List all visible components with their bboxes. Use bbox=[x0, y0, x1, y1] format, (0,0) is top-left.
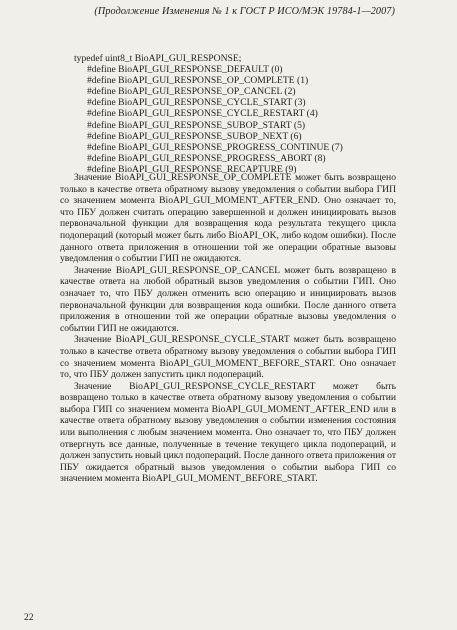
code-listing bbox=[74, 53, 343, 175]
paragraph-op-complete: Значение BioAPI_GUI_RESPONSE_OP_COMPLETE может быть возвращено только в качестве ответа обратному вызову уведомления о событии выбора ГИП со значением момента BioAPI_GUI_MOMENT_AFTER_END. Оно означает то, что ПБУ должен считать операцию завершенной и должен инициировать вызов первоначальной функции для возвращения кода результата текущего цикла подопераций (который может быть либо BioAPI_OK, либо кодом ошибки). После данного ответа приложения в отношении той же операции обратные вызовы уведомления о событии ГИП не ожидаются. bbox=[60, 172, 396, 265]
define-line: #define BioAPI_GUI_RESPONSE_PROGRESS_ABORT (8) bbox=[87, 152, 326, 164]
paragraph-cycle-start: Значение BioAPI_GUI_RESPONSE_CYCLE_START может быть возвращено только в качестве ответа обратному вызову уведомления о событии выбора ГИП со значением момента BioAPI_GUI_MOMENT_BEFORE_START. Оно означает то, что ПБУ должен запустить цикл подопераций. bbox=[60, 334, 396, 381]
define-line: #define BioAPI_GUI_RESPONSE_SUBOP_START (5) bbox=[87, 119, 306, 131]
page-number: 22 bbox=[24, 612, 34, 623]
body-text bbox=[60, 172, 396, 485]
define-line: #define BioAPI_GUI_RESPONSE_CYCLE_RESTART (4) bbox=[87, 108, 318, 120]
define-line: #define BioAPI_GUI_RESPONSE_PROGRESS_CONTINUE (7) bbox=[87, 141, 343, 153]
define-line: #define BioAPI_GUI_RESPONSE_RECAPTURE (9) bbox=[87, 163, 297, 175]
define-line: #define BioAPI_GUI_RESPONSE_OP_COMPLETE (1) bbox=[87, 75, 309, 87]
paragraph-cycle-restart: Значение BioAPI_GUI_RESPONSE_CYCLE_RESTART может быть возвращено только в качестве ответа обратному вызову уведомления о событии выбора ГИП со значением момента BioAPI_GUI_MOMENT_AFTER_END или в качестве ответа обратному вызову уведомления о событии изменения состояния или выполнения с любым значением момента. Оно означает то, что ПБУ должен отвергнуть все данные, полученные в течение текущего цикла подопераций, и должен запустить новый цикл подопераций. После данного ответа приложения от ПБУ ожидается обратный вызов уведомления о событии выбора ГИП со значением момента BioAPI_GUI_MOMENT_BEFORE_START. bbox=[60, 380, 397, 485]
define-line: #define BioAPI_GUI_RESPONSE_OP_CANCEL (2) bbox=[87, 86, 296, 98]
define-line: #define BioAPI_GUI_RESPONSE_SUBOP_NEXT (6) bbox=[87, 130, 302, 142]
define-line: #define BioAPI_GUI_RESPONSE_DEFAULT (0) bbox=[87, 64, 283, 76]
running-header: (Продолжение Изменения № 1 к ГОСТ Р ИСО/МЭК 19784-1—2007) bbox=[94, 6, 395, 17]
define-line: #define BioAPI_GUI_RESPONSE_CYCLE_START (3) bbox=[87, 97, 306, 109]
paragraph-op-cancel: Значение BioAPI_GUI_RESPONSE_OP_CANCEL может быть возвращено в качестве ответа на любой обратный вызов уведомления о событии ГИП. Оно означает то, что ПБУ должен отменить всю операцию и инициировать вызов первоначальной функции для возвращения кода ошибки. После данного ответа приложения в отношении той же операции обратные вызовы уведомления о событии ГИП не ожидаются. bbox=[60, 264, 396, 334]
typedef-line: typedef uint8_t BioAPI_GUI_RESPONSE; bbox=[74, 53, 242, 64]
